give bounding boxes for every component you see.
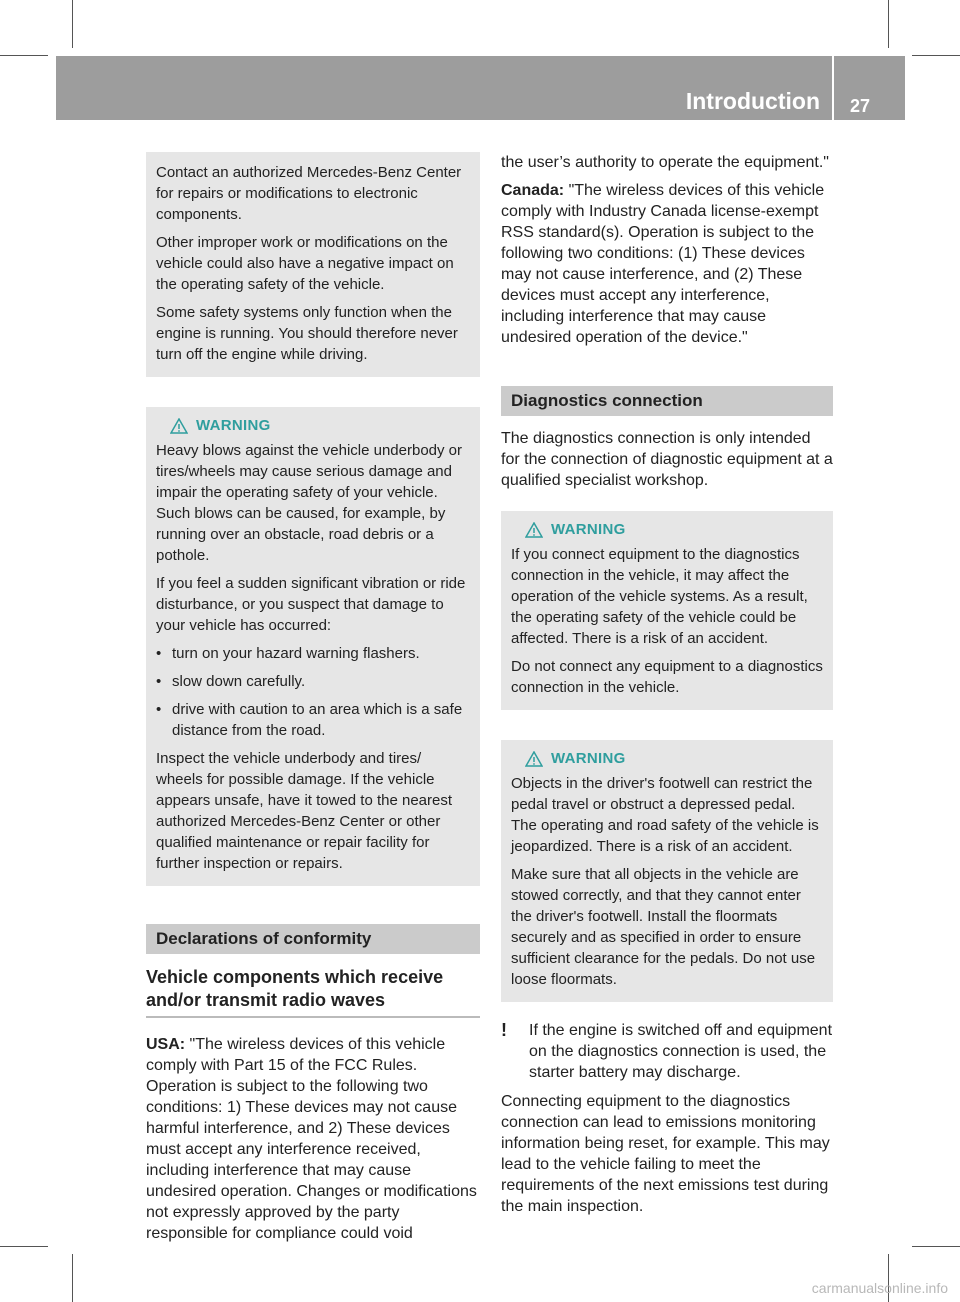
section-title: Diagnostics connection bbox=[501, 386, 833, 416]
warning-box-underbody bbox=[146, 407, 480, 886]
warning-header bbox=[156, 417, 470, 434]
warning-text: Inspect the vehicle underbody and tires/ wheels for possible damage. If the vehicle appears unsafe, have it towed to the nearest authorized Mercedes-Benz Center or other qualified maintenance or repair facility for further inspection or repairs. bbox=[156, 750, 453, 872]
info-paragraph: Contact an authorized Mercedes-Benz Center for repairs or modifications to electronic components. bbox=[156, 164, 462, 223]
warning-box-footwell bbox=[501, 740, 833, 1002]
warning-header bbox=[511, 521, 823, 538]
bullet-item bbox=[156, 671, 470, 692]
warning-text: Objects in the driver's footwell can restrict the pedal travel or obstruct a depressed pedal. The operating and road safety of the vehicle is jeopardized. There is a risk of an accident. bbox=[511, 775, 819, 855]
warning-triangle-icon bbox=[170, 418, 188, 434]
crop-mark bbox=[912, 55, 960, 56]
bullet-text: drive with caution to an area which is a safe distance from the road. bbox=[172, 701, 463, 739]
bullet-text: slow down carefully. bbox=[172, 673, 306, 690]
usa-label: USA: bbox=[146, 1036, 186, 1053]
warning-label: WARNING bbox=[196, 417, 271, 434]
warning-text: Do not connect any equipment to a diagnostics connection in the vehicle. bbox=[511, 658, 823, 696]
continuation-text: the user’s authority to operate the equipment." bbox=[501, 154, 829, 171]
watermark: carmanualsonline.info bbox=[811, 1280, 948, 1296]
canada-label: Canada: bbox=[501, 182, 565, 199]
subheading: Vehicle components which receive and/or transmit radio waves bbox=[146, 966, 480, 1018]
bullet-text: turn on your hazard warning flashers. bbox=[172, 645, 420, 662]
bullet-item bbox=[156, 643, 470, 664]
canada-paragraph bbox=[501, 180, 833, 348]
diagnostics-intro: The diagnostics connection is only intended for the connection of diagnostic equipment at a qualified specialist workshop. bbox=[501, 430, 833, 489]
warning-text: Make sure that all objects in the vehicle are stowed correctly, and that they cannot enter the driver's footwell. Install the floormats securely and as specified in order to ensure sufficient clearance for the pedals. Do not use loose floormats. bbox=[511, 866, 816, 988]
info-paragraph: Other improper work or modifications on the vehicle could also have a negative impact on the operating safety of the vehicle. bbox=[156, 234, 454, 293]
closing-paragraph: Connecting equipment to the diagnostics connection can lead to emissions monitoring information being reset, for example. This may lead to the vehicle failing to meet the requirements of the next emissions test during the main inspection. bbox=[501, 1093, 830, 1215]
warning-text: Heavy blows against the vehicle underbody or tires/wheels may cause serious damage and impair the operating safety of your vehicle. Such blows can be caused, for example, by running over an obstacle, road debris or a pothole. bbox=[156, 442, 463, 564]
warning-label: WARNING bbox=[551, 521, 626, 538]
warning-header bbox=[511, 750, 823, 767]
warning-triangle-icon bbox=[525, 751, 543, 767]
warning-text: If you connect equipment to the diagnostics connection in the vehicle, it may affect the operation of the vehicle systems. As a result, the operating safety of the vehicle could be affected. There is a risk of an accident. bbox=[511, 546, 808, 647]
crop-mark bbox=[912, 1246, 960, 1247]
section-title: Declarations of conformity bbox=[146, 924, 480, 954]
bullet-dot: • bbox=[156, 701, 162, 718]
page-title: Introduction bbox=[685, 88, 820, 114]
crop-mark bbox=[72, 0, 73, 48]
bullet-item bbox=[156, 699, 470, 741]
right-column bbox=[501, 152, 833, 1224]
warning-box-diagnostics bbox=[501, 511, 833, 710]
warning-text: If you feel a sudden significant vibration or ride disturbance, or you suspect that damage to your vehicle has occurred: bbox=[156, 575, 466, 634]
crop-mark bbox=[0, 55, 48, 56]
crop-mark bbox=[888, 0, 889, 48]
bullet-dot: • bbox=[156, 673, 162, 690]
warning-label: WARNING bbox=[551, 750, 626, 767]
info-paragraph: Some safety systems only function when the engine is running. You should therefore never turn off the engine while driving. bbox=[156, 304, 458, 363]
note-text: If the engine is switched off and equipment on the diagnostics connection is used, the starter battery may discharge. bbox=[529, 1022, 833, 1081]
info-box bbox=[146, 152, 480, 377]
usa-text: "The wireless devices of this vehicle comply with Part 15 of the FCC Rules. Operation is subject to the following two conditions: 1) These devices may not cause harmful interference, and 2) These devices must accept any interference received, including interference that may cause undesired operation. Changes or modifications not expressly approved by the party responsible for compliance could void bbox=[146, 1036, 477, 1242]
exclamation-icon: ! bbox=[501, 1020, 507, 1040]
left-column bbox=[146, 152, 480, 1251]
bullet-dot: • bbox=[156, 645, 162, 662]
note-block bbox=[501, 1020, 833, 1083]
canada-text: "The wireless devices of this vehicle comply with Industry Canada license-exempt RSS standard(s). Operation is subject to the following two conditions: (1) These devices may not cause interference, and (2) These devices must accept any interference, including interference that may cause undesired operation of the device." bbox=[501, 182, 825, 346]
usa-paragraph bbox=[146, 1034, 480, 1244]
crop-mark bbox=[72, 1254, 73, 1302]
page-number: 27 bbox=[850, 96, 871, 116]
crop-mark bbox=[0, 1246, 48, 1247]
warning-triangle-icon bbox=[525, 522, 543, 538]
header-divider bbox=[832, 56, 834, 120]
